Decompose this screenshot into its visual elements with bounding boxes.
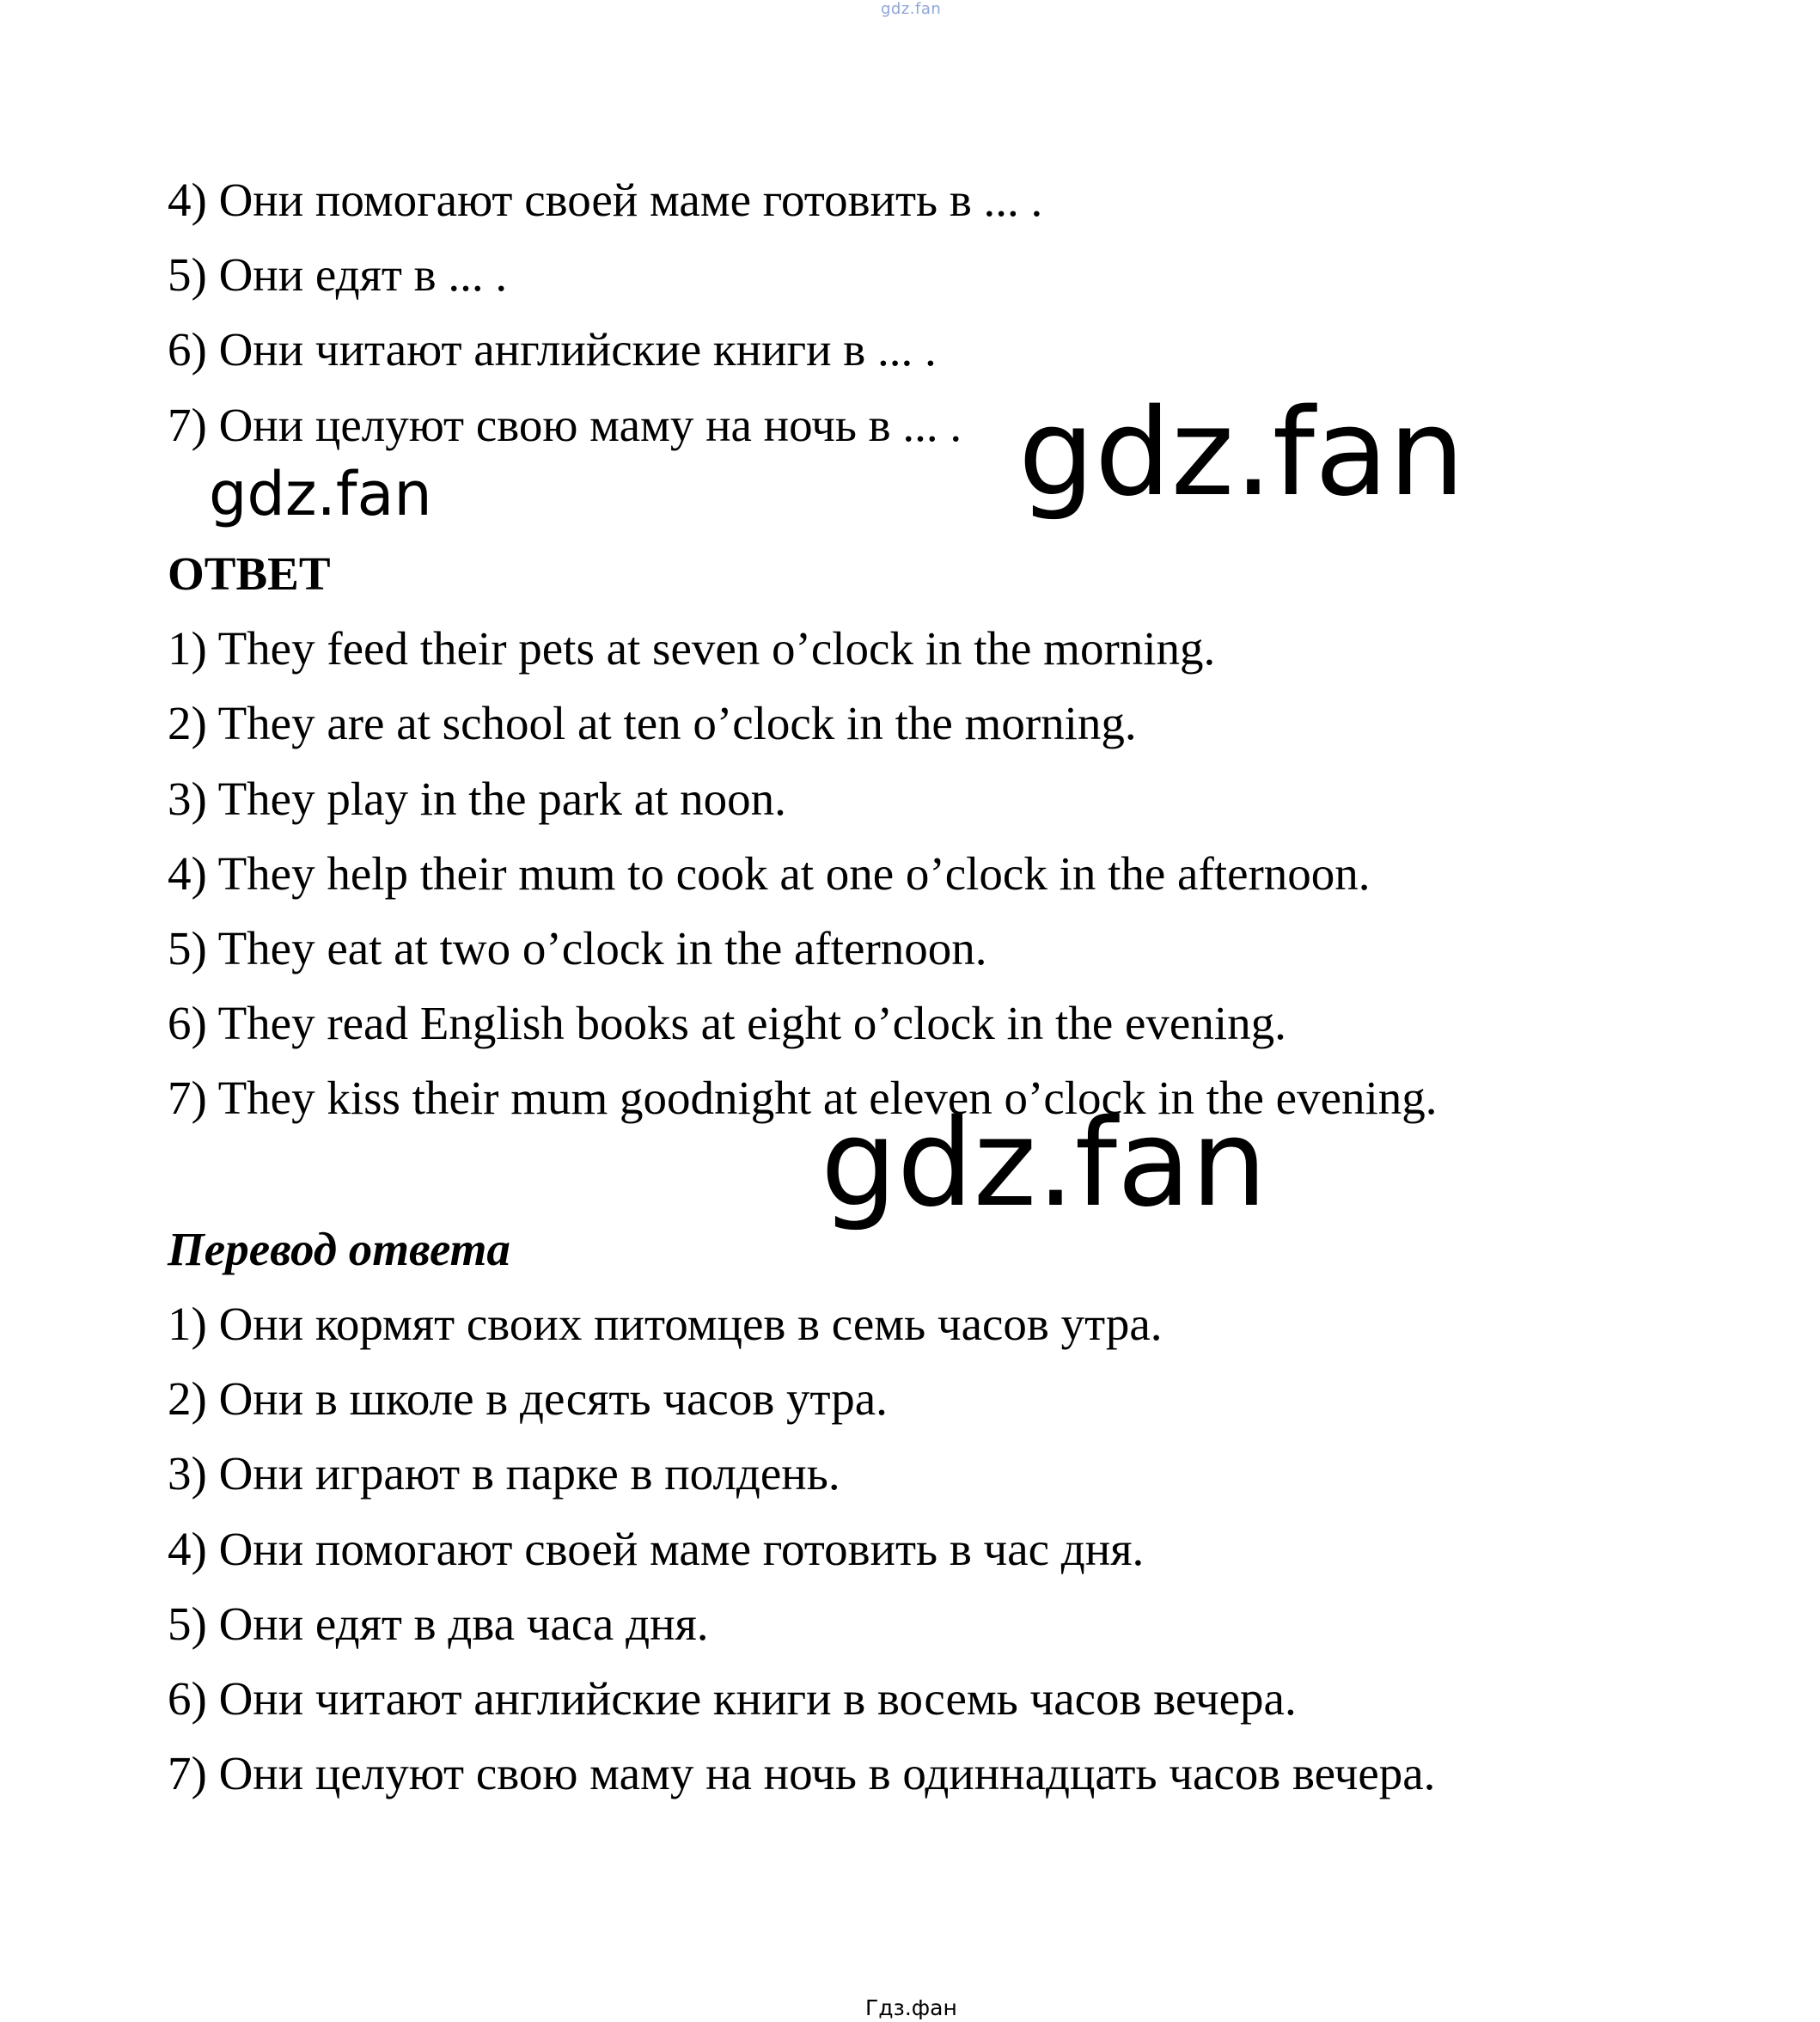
answer-heading: ОТВЕТ <box>168 547 331 600</box>
answer-line: 6) They read English books at eight o’clock in the evening. <box>168 997 1286 1049</box>
translation-line: 1) Они кормят своих питомцев в семь часов утра. <box>168 1298 1163 1350</box>
translation-line: 4) Они помогают своей маме готовить в час дня. <box>168 1523 1145 1575</box>
translation-line: 7) Они целуют свою маму на ночь в одиннадцать часов вечера. <box>168 1747 1436 1799</box>
question-line: 4) Они помогают своей маме готовить в ... . <box>168 174 1043 226</box>
answer-line: 1) They feed their pets at seven o’clock in the morning. <box>168 622 1216 675</box>
translation-line: 3) Они играют в парке в полдень. <box>168 1447 840 1500</box>
watermark-large: gdz.fan <box>1018 383 1465 523</box>
question-line: 6) Они читают английские книги в ... . <box>168 323 937 376</box>
answer-line: 7) They kiss their mum goodnight at eleven o’clock in the evening. <box>168 1072 1438 1124</box>
translation-heading: Перевод ответа <box>168 1223 510 1275</box>
answer-line: 4) They help their mum to cook at one o’clock in the afternoon. <box>168 847 1371 900</box>
answer-line: 5) They eat at two o’clock in the afternoon. <box>168 922 987 974</box>
watermark-large: gdz.fan <box>821 1094 1267 1234</box>
translation-line: 5) Они едят в два часа дня. <box>168 1597 709 1650</box>
footer-text: Гдз.фан <box>865 1995 957 2020</box>
question-line: 7) Они целуют свою маму на ночь в ... . <box>168 399 962 451</box>
question-line: 5) Они едят в ... . <box>168 248 508 301</box>
top-watermark: gdz.fan <box>881 0 942 18</box>
answer-line: 2) They are at school at ten o’clock in the morning. <box>168 697 1137 749</box>
translation-line: 6) Они читают английские книги в восемь часов вечера. <box>168 1672 1297 1725</box>
translation-line: 2) Они в школе в десять часов утра. <box>168 1372 888 1425</box>
answer-line: 3) They play in the park at noon. <box>168 773 786 825</box>
watermark-small: gdz.fan <box>209 459 432 529</box>
